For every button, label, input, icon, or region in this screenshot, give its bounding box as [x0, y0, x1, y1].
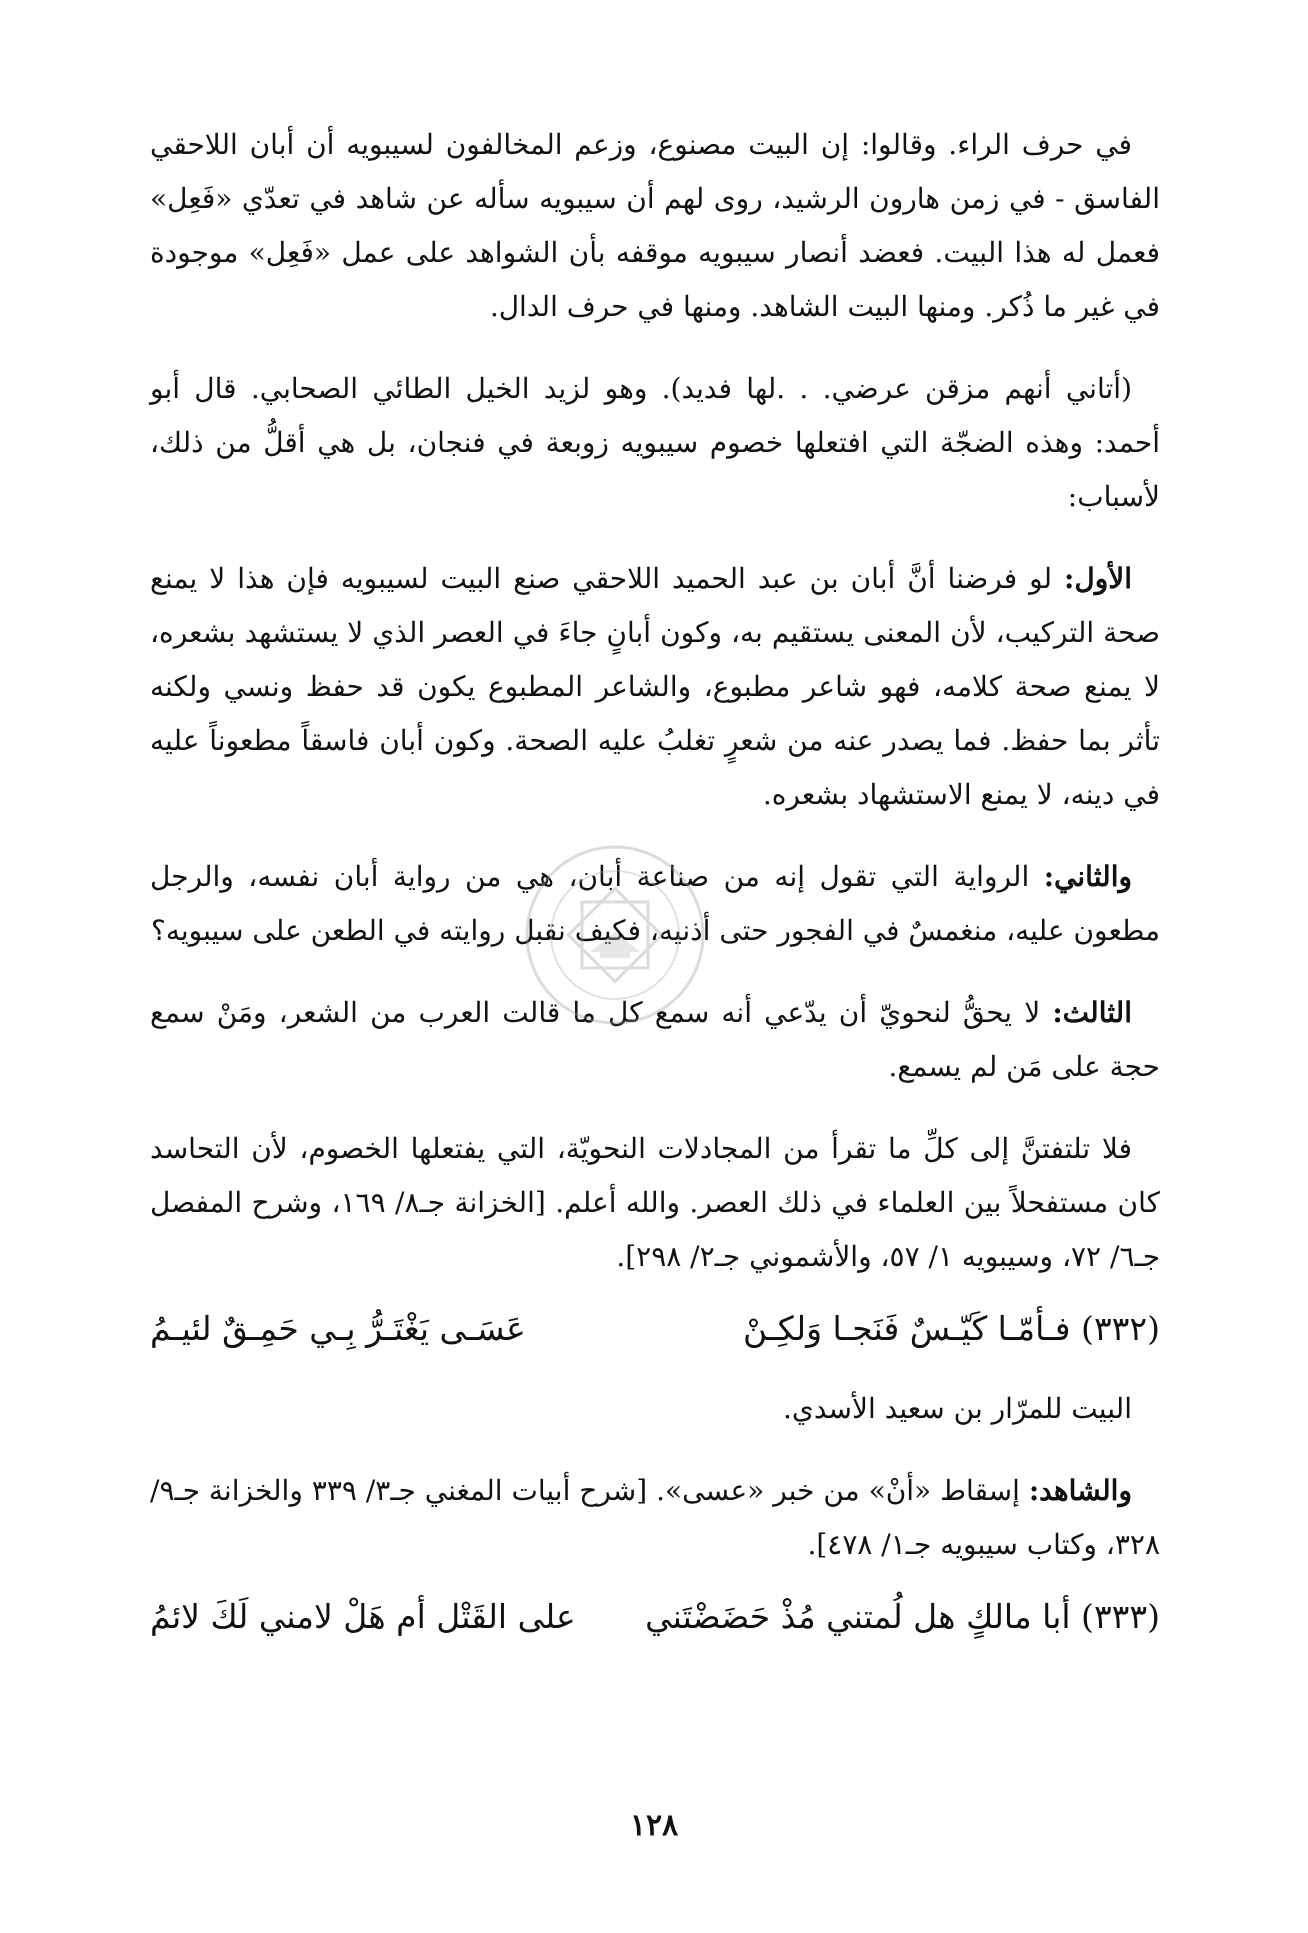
verse-332	[150, 1298, 1160, 1360]
page-number: ١٢٨	[629, 1808, 679, 1843]
paragraph-text: إسقاط «أنْ» من خبر «عسى». [شرح أبيات المغني جـ٣/ ٣٣٩ والخزانة جـ٩/ ٣٢٨، وكتاب سيبويه جـ١/ ٤٧٨].	[150, 1474, 1160, 1561]
verse-second-hemistich: على القَتْل أم هَلْ لامني لَكَ لائمُ	[150, 1597, 576, 1636]
paragraph-lead: والثاني:	[1043, 860, 1132, 893]
paragraph-1	[150, 118, 1160, 334]
library-seal-icon	[520, 840, 710, 1030]
paragraph-lead: والشاهد:	[1028, 1474, 1132, 1507]
verse-second-hemistich: عَسَـى يَغْتَـرُّ بِـي حَمِـقٌ لئيـمُ	[150, 1309, 526, 1348]
paragraph-text: الرواية التي تقول إنه من صناعة أبان، هي من رواية أبان نفسه، والرجل مطعون عليه، منغمسٌ في الفجور حتى أذنيه، فكيف نقبل روايته في الطعن على سيبويه؟	[150, 860, 1160, 947]
paragraph-text: (أتاني أنهم مزقن عرضي. . .لها فديد). وهو لزيد الخيل الطائي الصحابي. قال أبو أحمد: وهذه الضجّة التي افتعلها خصوم سيبويه زوبعة في فنجان، بل هي أقلُّ من ذلك، لأسباب:	[150, 372, 1160, 513]
paragraph-2	[150, 362, 1160, 524]
paragraph-lead: الثالث:	[1052, 996, 1132, 1029]
paragraph-text: لا يحقُّ لنحويّ أن يدّعي أنه سمع كل ما قالت العرب من الشعر، ومَنْ سمع حجة على مَن لم يسمع.	[150, 996, 1160, 1083]
paragraph-lead: الأول:	[1064, 562, 1132, 595]
verse-attribution: البيت للمرّار بن سعيد الأسدي.	[783, 1392, 1132, 1425]
paragraph-first-reason	[150, 552, 1160, 822]
paragraph-text: لو فرضنا أنَّ أبان بن عبد الحميد اللاحقي صنع البيت لسيبويه فإن هذا لا يمنع صحة التركيب، لأن المعنى يستقيم به، وكون أبانٍ جاءَ في العصر الذي لا يستشهد بشعره، لا يمنع صحة كلامه، فهو شاعر مطبوع، والشاعر المطبوع يكون قد حفظ ونسي ولكنه تأثر بما حفظ. فما يصدر عنه من شعرٍ تغلبُ عليه الصحة. وكون أبان فاسقاً مطعوناً عليه في دينه، لا يمنع الاستشهاد بشعره.	[150, 562, 1160, 811]
paragraph-conclusion	[150, 1122, 1160, 1284]
paragraph-text: فلا تلتفتنَّ إلى كلِّ ما تقرأ من المجادلات النحويّة، التي يفتعلها الخصوم، لأن التحاسد كان مستفحلاً بين العلماء في ذلك العصر. والله أعلم. [الخزانة جـ٨/ ١٦٩، وشرح المفصل جـ٦/ ٧٢، وسيبويه ١/ ٥٧، والأشموني جـ٢/ ٢٩٨].	[150, 1132, 1160, 1273]
paragraph-text: في حرف الراء. وقالوا: إن البيت مصنوع، وزعم المخالفون لسيبويه أن أبان اللاحقي الفاسق - في زمن هارون الرشيد، روى لهم أن سيبويه سأله عن شاهد في تعدّي «فَعِل» فعمل له هذا البيت. فعضد أنصار سيبويه موقفه بأن الشواهد على عمل «فَعِل» موجودة في غير ما ذُكر. ومنها البيت الشاهد. ومنها في حرف الدال.	[150, 128, 1160, 323]
verse-evidence	[150, 1464, 1160, 1572]
verse-first-hemistich: (٣٣٢) فـأمّـا كَيّـسٌ فَنَجـا وَلكِـنْ	[743, 1309, 1160, 1348]
verse-first-hemistich: (٣٣٣) أبا مالكٍ هل لُمتني مُذْ حَضَضْتَني	[645, 1597, 1160, 1636]
verse-333	[150, 1586, 1160, 1648]
